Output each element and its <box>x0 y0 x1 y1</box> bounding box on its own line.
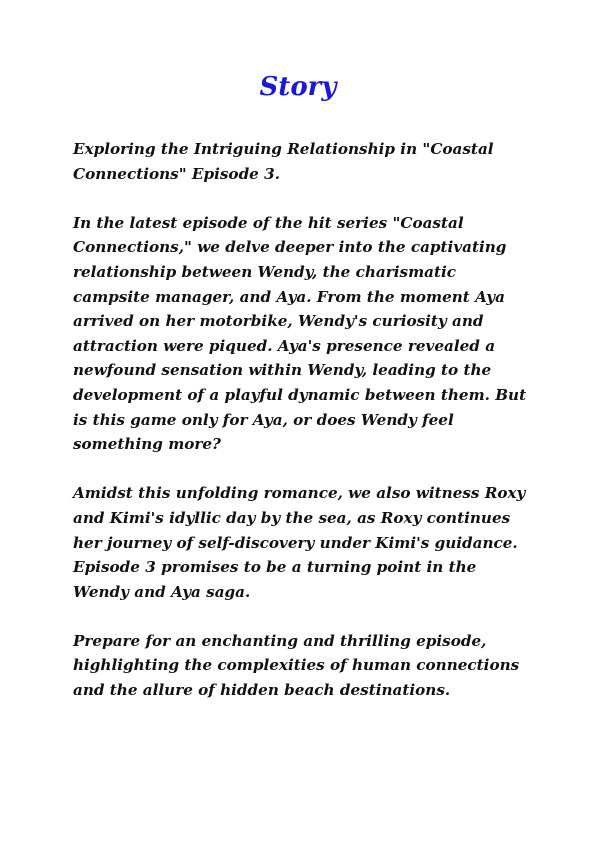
story-heading-paragraph: Exploring the Intriguing Relationship in "Coastal Connections" Episode 3. <box>73 140 494 183</box>
story-body <box>73 137 533 703</box>
story-paragraph-2: Amidst this unfolding romance, we also witness Roxy and Kimi's idyllic day by the sea, as Roxy continues her journey of self-discovery under Kimi's guidance. Episode 3 promises to be a turning point in the Wendy and Aya saga. <box>73 484 526 601</box>
story-paragraph-1: In the latest episode of the hit series "Coastal Connections," we delve deeper into the captivating relationship between Wendy, the charismatic campsite manager, and Aya. From the moment Aya arrived on her motorbike, Wendy's curiosity and attraction were piqued. Aya's presence revealed a newfound sensation within Wendy, leading to the development of a playful dynamic between them. But is this game only for Aya, or does Wendy feel something more? <box>73 213 527 454</box>
story-paragraph-3: Prepare for an enchanting and thrilling episode, highlighting the complexities of human connections and the allure of hidden beach destinations. <box>73 631 520 700</box>
page-title: Story <box>259 72 337 102</box>
